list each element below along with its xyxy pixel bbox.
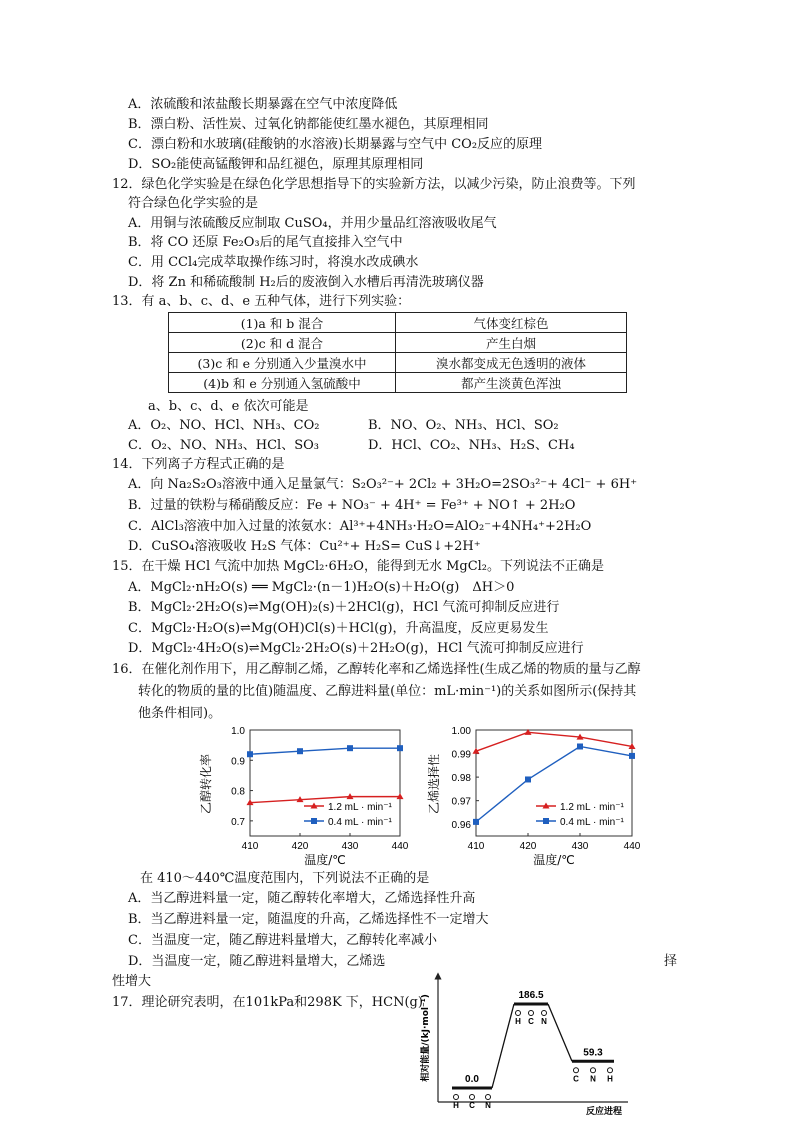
x-tick-label: 410 [467,841,485,852]
table-cell: 都产生淡黄色浑浊 [396,373,627,393]
q13-option-b: B．NO、O₂、NH₃、HCl、SO₂ [368,418,559,433]
data-point [297,748,303,754]
table-row [169,373,627,393]
x-axis-label: 反应进程 [585,1107,623,1117]
data-point [577,743,583,749]
x-tick-label: 440 [391,841,409,852]
atom-label: C [528,1017,534,1026]
atom-label: C [573,1074,579,1084]
q11-option-c: C．漂白粉和水玻璃(硅酸钠的水溶液)长期暴露与空气中 CO₂反应的原理 [128,137,543,152]
q12-option-b: B．将 CO 还原 Fe₂O₃后的尾气直接排入空气中 [128,235,403,250]
energy-value-label: 0.0 [465,1074,479,1085]
table-row [169,353,627,373]
chart-ethanol-conversion [196,722,416,868]
x-tick-label: 430 [571,841,589,852]
q16-stem-cont2: 他条件相同)。 [138,706,222,721]
x-tick-label: 410 [241,841,259,852]
table-row [169,333,627,353]
atom-marker [454,1095,459,1100]
q16-stem: 16．在催化剂作用下，用乙醇制乙烯，乙醇转化率和乙烯选择性(生成乙烯的物质的量与乙醇 [112,662,641,677]
table-cell: (1)a 和 b 混合 [169,313,396,333]
q13-stem: 13．有 a、b、c、d、e 五种气体，进行下列实验： [112,294,411,309]
y-axis-label: 相对能量/(kJ·mol⁻¹) [421,994,431,1082]
q14-stem: 14．下列离子方程式正确的是 [112,457,285,472]
energy-profile-diagram [418,972,634,1118]
y-tick-label: 0.99 [451,749,471,761]
data-point [347,745,353,751]
data-point [525,776,531,782]
legend-label: 1.2 mL · min⁻¹ [328,802,392,813]
q15-stem: 15．在干燥 HCl 气流中加热 MgCl₂·6H₂O，能得到无水 MgCl₂。下列说法不正确是 [112,559,605,574]
legend-label: 0.4 mL · min⁻¹ [328,817,392,828]
y-axis-label: 乙醇转化率 [199,753,213,815]
q16-option-d: D．当温度一定，随乙醇进料量增大，乙烯选 [128,954,386,969]
q11-option-b: B．漂白粉、活性炭、过氧化钠都能使红墨水褪色，其原理相同 [128,117,489,132]
chart-ethylene-selectivity [426,722,646,868]
reaction-path [548,1004,572,1061]
q13-after: a、b、c、d、e 依次可能是 [148,399,309,414]
y-tick-label: 0.98 [451,773,471,785]
q15-option-a: A．MgCl₂·nH₂O(s) ══ MgCl₂·(n－1)H₂O(s)＋H₂O(g) ΔH＞0 [128,580,515,595]
atom-label: N [590,1074,596,1084]
q15-option-c: C．MgCl₂·H₂O(s)⇌Mg(OH)Cl(s)＋HCl(g)，升高温度，反应更易发生 [128,621,549,636]
atom-label: H [453,1101,459,1110]
table-cell: 溴水都变成无色透明的液体 [396,353,627,373]
atom-marker [529,1011,534,1016]
q13-option-c: C．O₂、NO、NH₃、HCl、SO₃ [128,438,319,453]
q13-option-d: D．HCl、CO₂、NH₃、H₂S、CH₄ [368,438,575,453]
table-cell: (4)b 和 e 分别通入氢硫酸中 [169,373,396,393]
legend-label: 0.4 mL · min⁻¹ [560,817,624,828]
atom-marker [486,1095,491,1100]
data-point [397,745,403,751]
table-cell: (3)c 和 e 分别通入少量溴水中 [169,353,396,373]
q16-option-b: B．当乙醇进料量一定，随温度的升高，乙烯选择性不一定增大 [128,912,489,927]
legend-marker [311,818,317,824]
q12-option-c: C．用 CCl₄完成萃取操作练习时，将溴水改成碘水 [128,255,419,270]
data-point [629,753,635,759]
atom-label: N [485,1101,491,1110]
y-axis-label: 乙烯选择性 [427,753,441,815]
atom-marker [591,1068,596,1073]
q14-option-b: B．过量的铁粉与稀硝酸反应：Fe + NO₃⁻ + 4H⁺ = Fe³⁺ + NO↑ + 2H₂O [128,498,576,513]
q14-option-c: C．AlCl₃溶液中加入过量的浓氨水：Al³⁺+4NH₃·H₂O=AlO₂⁻+4NH₄⁺+2H₂O [128,519,592,534]
table-cell: 产生白烟 [396,333,627,353]
q17-stem: 17．理论研究表明，在101kPa和298K 下，HCN(g) [112,995,423,1010]
atom-marker [574,1068,579,1073]
y-tick-label: 1.00 [451,726,471,737]
legend-marker [543,818,549,824]
y-tick-label: 0.7 [231,816,245,828]
q16-option-c: C．当温度一定，随乙醇进料量增大，乙醇转化率减小 [128,933,437,948]
table-row [169,313,627,333]
atom-marker [470,1095,475,1100]
reaction-path [492,1004,514,1088]
y-tick-label: 1.0 [231,726,245,737]
q12-option-a: A．用铜与浓硫酸反应制取 CuSO₄，并用少量品红溶液吸收尾气 [128,216,497,231]
y-tick-label: 0.8 [231,786,245,798]
energy-value-label: 186.5 [518,990,544,1001]
series-line-0 [476,732,632,751]
q11-option-a: A．浓硫酸和浓盐酸长期暴露在空气中浓度降低 [128,97,398,112]
atom-marker [608,1068,613,1073]
q11-option-d: D．SO₂能使高锰酸钾和品红褪色，原理其原理相同 [128,157,424,172]
x-tick-label: 440 [623,841,641,852]
atom-marker [542,1011,547,1016]
y-tick-label: 0.97 [451,796,471,808]
q15-option-d: D．MgCl₂·4H₂O(s)⇌MgCl₂·2H₂O(s)＋2H₂O(g)，HCl 气流可抑制反应进行 [128,641,584,656]
table-cell: 气体变红棕色 [396,313,627,333]
x-tick-label: 420 [519,841,537,852]
q12-option-d: D．将 Zn 和稀硫酸制 H₂后的废液倒入水槽后再清洗玻璃仪器 [128,275,484,290]
q14-option-d: D．CuSO₄溶液吸收 H₂S 气体：Cu²⁺+ H₂S= CuS↓+2H⁺ [128,539,481,554]
x-axis-label: 温度/℃ [304,853,346,867]
q16-stem-cont: 转化的物质的量的比值)随温度、乙醇进料量(单位：mL·min⁻¹)的关系如图所示(保持其 [138,684,637,699]
q13-experiment-table [168,312,627,393]
q14-option-a: A．向 Na₂S₂O₃溶液中通入足量氯气：S₂O₃²⁻+ 2Cl₂ + 3H₂O=2SO₃²⁻+ 4Cl⁻ + 6H⁺ [128,477,638,492]
q13-option-a: A．O₂、NO、HCl、NH₃、CO₂ [128,418,320,433]
q16-option-d-tail: 择 [664,954,678,969]
series-line-1 [250,748,400,754]
table-cell: (2)c 和 d 混合 [169,333,396,353]
data-point [473,819,479,825]
energy-value-label: 59.3 [583,1047,603,1059]
x-tick-label: 420 [291,841,309,852]
y-tick-label: 0.9 [231,756,245,768]
x-axis-label: 温度/℃ [533,853,575,867]
q15-option-b: B．MgCl₂·2H₂O(s)⇌Mg(OH)₂(s)＋2HCl(g)，HCl 气流可抑制反应进行 [128,600,560,615]
atom-label: C [469,1101,475,1110]
q12-stem-cont: 符合绿色化学实验的是 [128,196,259,211]
q16-option-a: A．当乙醇进料量一定，随乙醇转化率增大，乙烯选择性升高 [128,891,476,906]
q16-option-d-tail2: 性增大 [112,974,152,989]
q16-after: 在 410～440℃温度范围内，下列说法不正确的是 [140,871,430,886]
atom-label: H [607,1074,613,1084]
atom-label: H [515,1017,521,1026]
x-tick-label: 430 [341,841,359,852]
y-tick-label: 0.96 [451,820,471,832]
data-point [247,751,253,757]
atom-marker [516,1011,521,1016]
q12-stem: 12．绿色化学实验是在绿色化学思想指导下的实验新方法，以减少污染，防止浪费等。下列 [112,177,636,192]
atom-label: N [541,1017,547,1026]
legend-label: 1.2 mL · min⁻¹ [560,802,624,813]
